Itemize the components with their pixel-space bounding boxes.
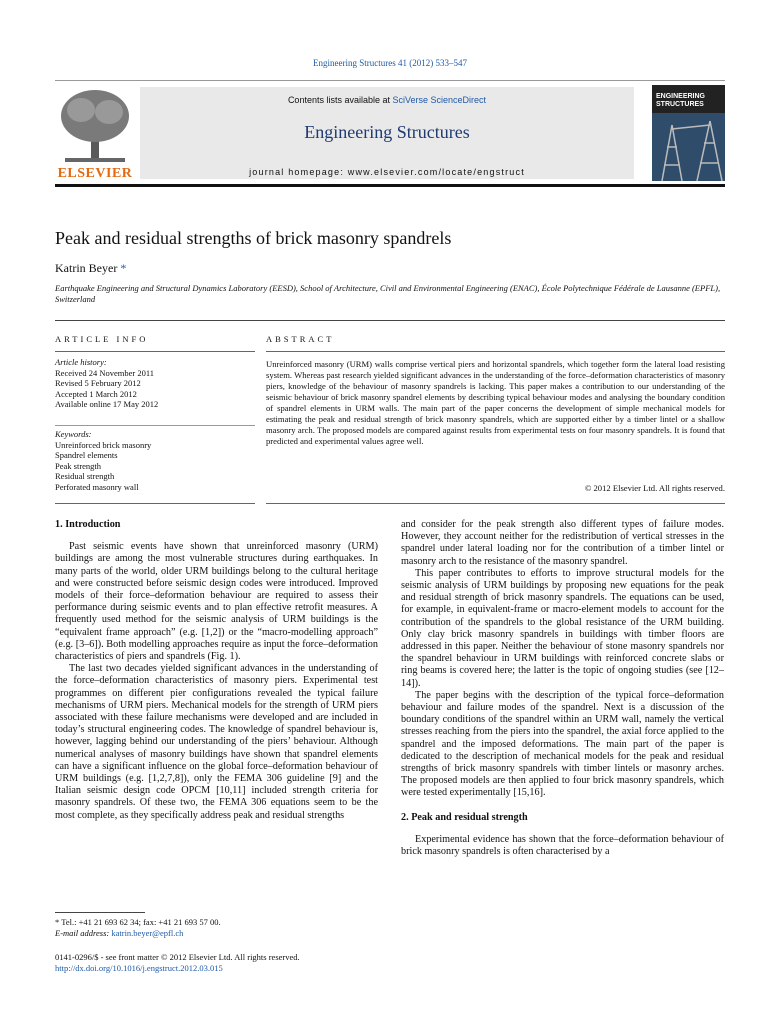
section-1-title: 1. Introduction <box>55 519 121 530</box>
elsevier-wordmark: ELSEVIER <box>57 166 133 181</box>
body-left-column <box>55 519 378 822</box>
history-online: Available online 17 May 2012 <box>55 399 159 409</box>
body-right-column <box>401 519 724 858</box>
intro-paragraph-1: Past seismic events have shown that unreinforced masonry (URM) buildings are among the most vulnerable structures during earthquakes. In many parts of the world, older URM buildings belong to the cultural heritage and were constructed before seismic design codes were introduced. Improved models of their force–deformation behaviour are required to assess their performance during seismic events and to plan effective retrofit measures. A frequently used method for the seismic analysis of URM buildings is the “equivalent frame approach” (e.g. [1,2]) or the “macro-modelling approach” (e.g. [3–6]). Both modelling approaches require as input the force–deformation characteristics of piers and spandrels (Fig. 1). <box>55 541 378 663</box>
author-footnote-mark[interactable]: * <box>120 261 127 275</box>
author-line <box>55 261 126 276</box>
keyword-item: Spandrel elements <box>55 450 118 460</box>
issn-line: 0141-0296/$ - see front matter © 2012 Elsevier Ltd. All rights reserved. <box>55 952 300 962</box>
history-revised: Revised 5 February 2012 <box>55 378 141 388</box>
article-info-rule <box>55 351 255 352</box>
article-info-heading: ARTICLE INFO <box>55 334 149 344</box>
journal-cover-image <box>652 85 725 181</box>
history-accepted: Accepted 1 March 2012 <box>55 388 137 399</box>
paper-title: Peak and residual strengths of brick masonry spandrels <box>55 228 452 248</box>
journal-citation-link[interactable]: Engineering Structures 41 (2012) 533–547 <box>313 58 467 68</box>
author-name: Katrin Beyer <box>55 261 118 275</box>
abstract-heading: ABSTRACT <box>266 334 335 344</box>
email-link[interactable]: katrin.beyer@epfl.ch <box>111 928 184 938</box>
doi-link[interactable]: http://dx.doi.org/10.1016/j.engstruct.2012.03.015 <box>55 963 223 973</box>
keyword-item: Perforated masonry wall <box>55 481 139 492</box>
keyword-item: Peak strength <box>55 460 102 471</box>
journal-homepage[interactable]: journal homepage: www.elsevier.com/locate/engstruct <box>249 167 525 177</box>
title-rule <box>55 320 725 321</box>
email-label: E-mail address: <box>55 928 112 938</box>
contents-line <box>140 95 634 105</box>
intro-paragraph-4: The paper begins with the description of the typical force–deformation behaviour and failure modes of the spandrel. Next is a discussion of the boundary conditions of the spandrel within an URM wall, namely the vertical stresses reaching from the piers into the spandrel, the axial force applied to the spandrel and the imposed deformations. The main part of the paper is dedicated to the description of mechanical models for the peak and residual strengths of brick masonry spandrels with timber lintels or masonry arches. The proposed models are then applied to four brick masonry spandrels, which were tested experimentally [15,16]. <box>401 689 724 799</box>
author-affiliation: Earthquake Engineering and Structural Dynamics Laboratory (EESD), School of Architecture, Civil and Environmental Engineering (ENAC), École Polytechnique Fédérale de Lausanne (EPFL), Switzerland <box>55 283 721 304</box>
history-label: Article history: <box>55 357 107 367</box>
cover-title-line1: ENGINEERING <box>656 93 706 100</box>
contents-prefix: Contents lists available at <box>287 95 393 105</box>
header-thick-rule <box>55 184 725 187</box>
keywords-list <box>55 429 151 492</box>
cover-title-line2: STRUCTURES <box>656 101 704 108</box>
front-matter-info <box>55 952 300 974</box>
article-info-bottom-rule <box>55 503 255 504</box>
section-2-paragraph-1: Experimental evidence has shown that the force–deformation behaviour of brick masonry spandrels is often characterised by a <box>401 833 724 858</box>
intro-paragraph-continued: and consider for the peak strength also different types of failure modes. However, they account neither for the redistribution of vertical stresses in the spandrel under lateral loading nor for the contribution of a timber lintel or masonry arch to the resistance of the masonry spandrel. <box>401 519 724 567</box>
footnote-email-line <box>55 928 221 939</box>
intro-paragraph-3: This paper contributes to efforts to improve structural models for the seismic analysis of URM buildings by proposing new equations for the peak and residual strength of brick masonry spandrels. The equations can be used, for example, in equivalent-frame or macro-element models to account for the contribution of the spandrels to the global resistance of the URM building. Only clay brick masonry spandrels in buildings with timber floors are addressed in this paper. Neither the behaviour of stone masonry spandrels nor the spandrel behaviour in URM buildings with reinforced concrete slabs or ring beams is covered here; the latter is the topic of ongoing studies (see [12–14]). <box>401 567 724 689</box>
keyword-item: Unreinforced brick masonry <box>55 439 152 450</box>
history-received: Received 24 November 2011 <box>55 367 155 378</box>
abstract-bottom-rule <box>266 503 725 504</box>
article-history <box>55 357 158 410</box>
keyword-item: Residual strength <box>55 471 115 481</box>
intro-paragraph-2: The last two decades yielded significant advances in the understanding of the force–deformation characteristics of masonry piers. Experimental test programmes on different pier configurations revealed the typical failure mechanisms of URM piers. Mechanical models for the strength of URM piers associated with these failure mechanisms were developed and are included in today’s structural engineering codes. The knowledge of spandrel behaviour is, however, lagging behind our understanding of the piers’ behaviour. Although numerical analyses of masonry buildings have shown that spandrel elements can have a significant influence on the global force–deformation behaviour of URM buildings (e.g. [1,2,7,8]), only the FEMA 306 guideline [9] and the Italian seismic design code OPCM [10,11] included strength criteria for masonry spandrels. Of these two, the FEMA 306 equations seem to be the most complete, as they specifically address peak and residual strengths <box>55 663 378 821</box>
footnote-rule <box>55 912 145 913</box>
section-2-title: 2. Peak and residual strength <box>401 811 528 823</box>
abstract-copyright: © 2012 Elsevier Ltd. All rights reserved. <box>584 483 725 493</box>
abstract-text: Unreinforced masonry (URM) walls comprise vertical piers and horizontal spandrels, which together form the lateral load resisting system. Whereas past research yielded significant advances in the understanding of the force–deformation characteristics of masonry piers, knowledge of the behaviour of masonry spandrels is lacking. This paper makes a contribution to our understanding of the seismic behaviour of brick masonry spandrel elements by describing typical behaviour modes and analysing the boundary condition of spandrel elements in URM walls. The main part of the paper concerns the development of simple mechanical models for estimating the peak and residual strength of brick masonry spandrels, which are supported either by a timber lintel or a shallow masonry arch. The proposed models are compared against results from experimental tests on four masonry spandrels. It is found that predicted and experimental values agree well. <box>266 359 725 446</box>
header-top-rule <box>55 80 725 81</box>
author-footnote <box>55 917 221 939</box>
journal-title: Engineering Structures <box>304 122 470 142</box>
history-rule <box>55 425 255 426</box>
sciencedirect-link[interactable]: SciVerse ScienceDirect <box>392 95 487 105</box>
footnote-contact: * Tel.: +41 21 693 62 34; fax: +41 21 693 57 00. <box>55 917 221 927</box>
abstract-rule <box>266 351 725 352</box>
keywords-label: Keywords: <box>55 429 92 439</box>
